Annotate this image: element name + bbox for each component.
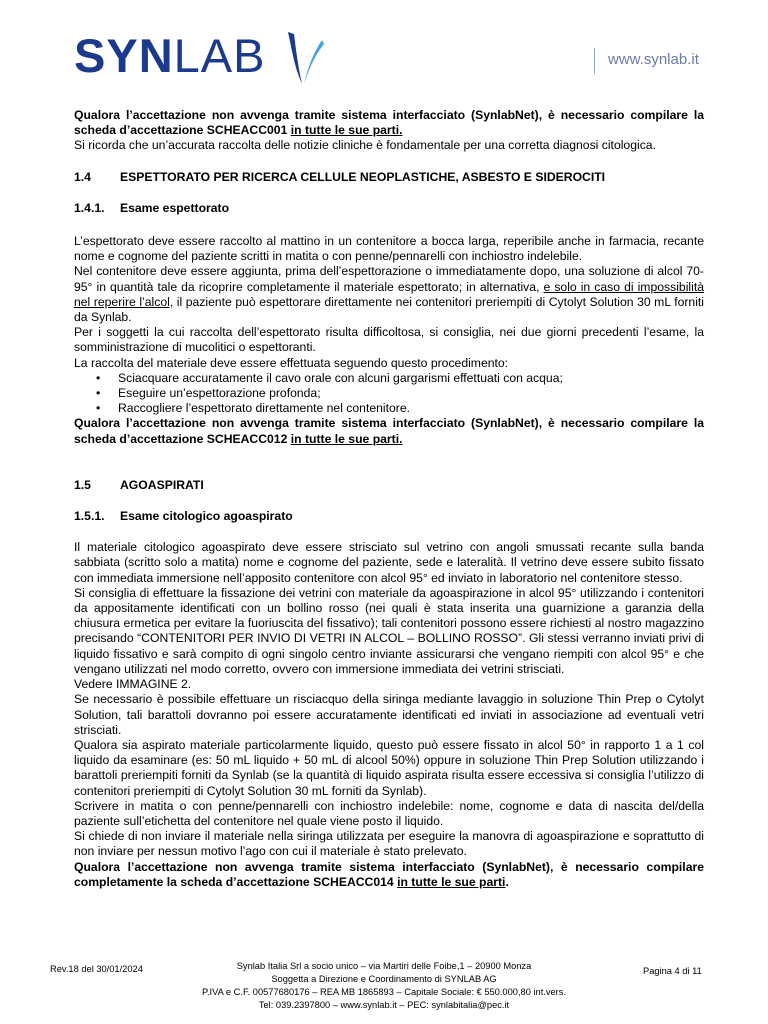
section-1-5-1-heading: 1.5.1. Esame citologico agoaspirato [74, 509, 293, 524]
logo-bold-part: SYN [74, 29, 174, 82]
website-link[interactable]: www.synlab.it [608, 51, 699, 68]
sputum-para-3: Per i soggetti la cui raccolta dell’espettorato risulta difficoltosa, si consiglia, nei due giorni precedenti l’esame, la somministrazione di mucolitici o espettoranti. [74, 325, 704, 355]
logo-wave-icon [282, 30, 326, 86]
list-item: • Sciacquare accuratamente il cavo orale con alcuni gargarismi effettuati con acqua; [74, 371, 704, 386]
sputum-para-1: L’espettorato deve essere raccolto al mattino in un contenitore a bocca larga, reperibile anche in farmacia, recante nome e cognome del paziente scritti in matita o con penne/pennarelli con inchiostro indelebile. [74, 234, 704, 264]
section-1-4-1-heading: 1.4.1. Esame espettorato [74, 200, 230, 215]
aspirate-para-7: Si chiede di non inviare il materiale nella siringa utilizzata per eseguire la manovra di agoaspirazione e soprattutto di non inviare per nessun motivo l’ago con cui il materiale è stato prelevato. [74, 829, 704, 859]
logo-wordmark [74, 29, 265, 82]
aspirate-para-4: Se necessario è possibile effettuare un risciacquo della siringa mediante lavaggio in soluzione Thin Prep o Cytolyt Solution, tali barattoli dovranno poi essere accuratamente identificati ed inviati in associazione ad eventuali vetri strisciati. [74, 692, 704, 737]
company-line-1: Synlab Italia Srl a socio unico – via Martiri delle Foibe,1 – 20900 Monza [236, 961, 532, 971]
acceptance-note-3: Qualora l’accettazione non avvenga tramite sistema interfacciato (SynlabNet), è necessario compilare completamente la scheda d’accettazione SCHEACC014 in tutte le sue parti. [74, 859, 704, 889]
page-number: Pagina 4 di 11 [643, 966, 702, 976]
revision-label: Rev.18 del 30/01/2024 [50, 964, 143, 974]
section-1-4-heading: 1.4 ESPETTORATO PER RICERCA CELLULE NEOPLASTICHE, ASBESTO E SIDEROCITI [74, 169, 606, 184]
procedure-list [74, 371, 704, 417]
acceptance-note-1: Qualora l’accettazione non avvenga tramite sistema interfacciato (SynlabNet), è necessario compilare la scheda d’accettazione SCHEACC001 in tutte le sue parti. [74, 108, 704, 138]
company-line-2: Soggetta a Direzione e Coordinamento di SYNLAB AG [271, 974, 497, 984]
header-separator [594, 48, 595, 74]
sputum-para-2: Nel contenitore deve essere aggiunta, prima dell’espettorazione o immediatamente dopo, una soluzione di alcol 70-95° in quantità tale da ricoprire completamente il materiale espettorato; in alternativa, e solo in caso di impossibilità nel reperire l’alcol, il paziente può espettorare direttamente nei contenitori preriempiti di Cytolyt Solution 30 mL forniti da Synlab. [74, 264, 704, 325]
company-info [150, 960, 618, 1012]
aspirate-para-1: Il materiale citologico agoaspirato deve essere strisciato sul vetrino con angoli smussati recante sulla banda sabbiata (scritto solo a matita) nome e cognome del paziente, sede e lateralità. Il vetrino deve essere subito fissato con immediata immersione nell’apposito contenitore con alcol 95° ed inviato in laboratorio nel contenitore stesso. [74, 540, 704, 585]
aspirate-para-5: Qualora sia aspirato materiale particolarmente liquido, questo può essere fissato in alcol 50° in rapporto 1 a 1 col liquido da esaminare (es: 50 mL liquido + 50 mL di alcool 50%) oppure in soluzione Thin Prep Solution utilizzando i barattoli preriempiti forniti da Synlab (se la quantità di liquido aspirata risulta essere eccessiva si consiglia l’utilizzo di contenitori preriempiti di Cytolyt Solution 30 mL forniti da Synlab). [74, 737, 704, 798]
list-item: • Eseguire un’espettorazione profonda; [74, 386, 704, 401]
document-body [74, 108, 704, 890]
synlab-logo [74, 28, 344, 92]
clinical-note: Si ricorda che un’accurata raccolta delle notizie cliniche è fondamentale per una corretta diagnosi citologica. [74, 138, 656, 153]
company-line-3: P.IVA e C.F. 00577680176 – REA MB 1865893 – Capitale Sociale: € 550.000,80 int.vers. [201, 987, 567, 997]
acceptance-note-2: Qualora l’accettazione non avvenga tramite sistema interfacciato (SynlabNet), è necessario compilare la scheda d’accettazione SCHEACC012 in tutte le sue parti. [74, 416, 704, 446]
aspirate-para-6: Scrivere in matita o con penne/pennarelli con inchiostro indelebile: nome, cognome e data di nascita del/della paziente sull’etichetta del contenitore nel quale viene posto il liquido. [74, 798, 704, 828]
sputum-para-4: La raccolta del materiale deve essere effettuata seguendo questo procedimento: [74, 355, 509, 370]
logo-light-part: LAB [173, 29, 266, 82]
company-line-4: Tel: 039.2397800 – www.synlab.it – PEC: synlabitalia@pec.it [258, 1000, 510, 1010]
list-item: • Raccogliere l’espettorato direttamente nel contenitore. [74, 401, 704, 416]
aspirate-para-2: Si consiglia di effettuare la fissazione dei vetrini con materiale da agoaspirazione in alcol 95° utilizzando i contenitori da appositamente identificati con un bollino rosso (nei quali è stata inserita una guarnizione a garanzia della chiusura ermetica per evitare la fuoriuscita del fissativo); tali contenitori possono essere richiesti al nostro magazzino precisando “CONTENITORI PER INVIO DI VETRI IN ALCOL – BOLLINO ROSSO”. Gli stessi verranno inviati privi di liquido fissativo e sarà compito di ogni singolo centro inviante assicurarsi che vengano riempiti con alcol 95° e che vengano utilizzati nel modo corretto, ovvero con immersione immediata dei vetrini strisciati. [74, 585, 704, 676]
aspirate-para-3: Vedere IMMAGINE 2. [74, 677, 192, 692]
section-1-5-heading: 1.5 AGOASPIRATI [74, 477, 204, 492]
